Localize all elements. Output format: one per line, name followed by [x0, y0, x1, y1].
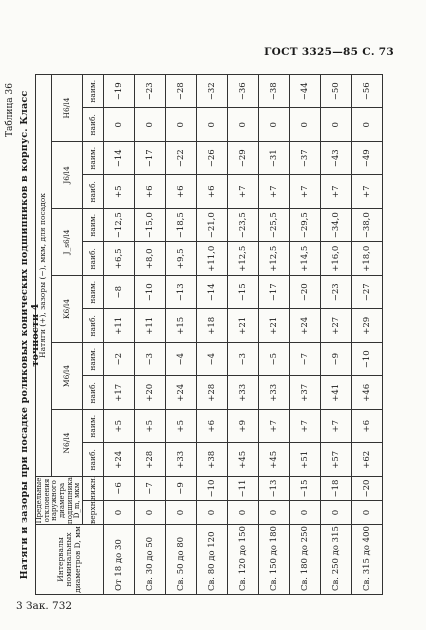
header-naib: наиб.	[83, 309, 104, 343]
cell-upper-deviation: 0	[104, 501, 135, 525]
table-cell: 0	[290, 108, 321, 142]
cell-lower-deviation: −13	[259, 477, 290, 501]
table-cell: +18,0	[352, 242, 383, 276]
header-group: Натяги (+), зазоры (−), мкм, для посадок	[36, 74, 52, 476]
table-cell: +24	[104, 443, 135, 477]
table-cell: +14,5	[290, 242, 321, 276]
header-interval: Интервалы номинальных диаметров D, мм	[36, 525, 104, 595]
table-row	[259, 74, 290, 594]
table-cell: +45	[228, 443, 259, 477]
header-verkh: верхн.	[83, 501, 104, 525]
table-cell: −23	[135, 74, 166, 108]
table-cell: +11	[104, 309, 135, 343]
table-cell: −18,5	[166, 209, 197, 243]
table-cell: −21,0	[197, 209, 228, 243]
table-cell: 0	[352, 108, 383, 142]
table-cell: −4	[197, 343, 228, 377]
table-cell: +18	[197, 309, 228, 343]
table-cell: −49	[352, 142, 383, 176]
table-row	[352, 74, 383, 594]
table-cell: +5	[104, 175, 135, 209]
table-cell: −26	[197, 142, 228, 176]
table-cell: +12,5	[259, 242, 290, 276]
header-naim: наим.	[83, 209, 104, 243]
row-interval: Св. 30 до 50	[135, 525, 166, 595]
table-cell: −9	[321, 343, 352, 377]
table-cell: +7	[228, 175, 259, 209]
table-cell: +9,5	[166, 242, 197, 276]
cell-lower-deviation: −15	[290, 477, 321, 501]
table-cell: −10	[352, 343, 383, 377]
table-cell: −20	[290, 276, 321, 310]
table-cell: 0	[321, 108, 352, 142]
header-naib: наиб.	[83, 242, 104, 276]
cell-upper-deviation: 0	[290, 501, 321, 525]
table-cell: +57	[321, 443, 352, 477]
table-cell: +38	[197, 443, 228, 477]
header-fit: K6/l4	[52, 276, 83, 343]
table-row	[135, 74, 166, 594]
cell-upper-deviation: 0	[166, 501, 197, 525]
table-cell: +37	[290, 376, 321, 410]
table-cell: +27	[321, 309, 352, 343]
table-cell: 0	[228, 108, 259, 142]
table-cell: +24	[166, 376, 197, 410]
header-naim: наим.	[83, 410, 104, 444]
table-cell: −17	[135, 142, 166, 176]
header-nizh: нижн.	[83, 477, 104, 501]
table-cell: +7	[259, 410, 290, 444]
table-row	[166, 74, 197, 594]
table-cell: +9	[228, 410, 259, 444]
header-naim: наим.	[83, 276, 104, 310]
header-naim: наим.	[83, 142, 104, 176]
table-cell: −37	[290, 142, 321, 176]
cell-upper-deviation: 0	[321, 501, 352, 525]
table-cell: −29	[228, 142, 259, 176]
table-cell: +21	[259, 309, 290, 343]
table-cell: 0	[166, 108, 197, 142]
table-cell: +28	[135, 443, 166, 477]
table-cell: −38,0	[352, 209, 383, 243]
table-row	[321, 74, 352, 594]
table-cell: +21	[228, 309, 259, 343]
table-caption: Таблица 36	[5, 83, 15, 137]
table-row	[228, 74, 259, 594]
table-cell: 0	[135, 108, 166, 142]
table-cell: +6	[352, 410, 383, 444]
table-cell: −23	[321, 276, 352, 310]
cell-lower-deviation: −20	[352, 477, 383, 501]
cell-upper-deviation: 0	[228, 501, 259, 525]
table-cell: −4	[166, 343, 197, 377]
table-cell: +7	[290, 410, 321, 444]
table-cell: +6	[197, 410, 228, 444]
header-fit: J_s6/l4	[52, 209, 83, 276]
header-naib: наиб.	[83, 443, 104, 477]
table-cell: −3	[135, 343, 166, 377]
table-cell: −5	[259, 343, 290, 377]
cell-upper-deviation: 0	[135, 501, 166, 525]
table-cell: −15	[228, 276, 259, 310]
table-cell: −17	[259, 276, 290, 310]
table-cell: +62	[352, 443, 383, 477]
table-cell: 0	[104, 108, 135, 142]
header-fit: H6/l4	[52, 74, 83, 141]
table-cell: +17	[104, 376, 135, 410]
table-cell: +7	[290, 175, 321, 209]
table-cell: +7	[321, 410, 352, 444]
page-header: ГОСТ 3325—85 С. 73	[264, 46, 394, 58]
table-cell: −15,0	[135, 209, 166, 243]
table-cell: +11,0	[197, 242, 228, 276]
table-cell: +29	[352, 309, 383, 343]
table-cell: +41	[321, 376, 352, 410]
cell-upper-deviation: 0	[197, 501, 228, 525]
row-interval: Св. 150 до 180	[259, 525, 290, 595]
table-cell: −23,5	[228, 209, 259, 243]
table-cell: −13	[166, 276, 197, 310]
table-cell: +24	[290, 309, 321, 343]
table-cell: +28	[197, 376, 228, 410]
table-title: Натяги и зазоры при посадке роликовых конических подшипников в корпус. Класс точности 4	[19, 90, 41, 580]
table-cell: +5	[166, 410, 197, 444]
cell-lower-deviation: −18	[321, 477, 352, 501]
table-cell: −3	[228, 343, 259, 377]
table-cell: +33	[166, 443, 197, 477]
row-interval: Св. 120 до 150	[228, 525, 259, 595]
header-fit: J6/l4	[52, 142, 83, 209]
table-cell: −25,5	[259, 209, 290, 243]
table-cell: +45	[259, 443, 290, 477]
cell-upper-deviation: 0	[259, 501, 290, 525]
table-cell: +51	[290, 443, 321, 477]
fits-table	[35, 74, 383, 595]
cell-lower-deviation: −6	[104, 477, 135, 501]
row-interval: Св. 180 до 250	[290, 525, 321, 595]
table-cell: −10	[135, 276, 166, 310]
table-cell: −32	[197, 74, 228, 108]
header-fit: N6/l4	[52, 410, 83, 477]
table-row	[104, 74, 135, 594]
table-cell: +6	[166, 175, 197, 209]
table-cell: +6,5	[104, 242, 135, 276]
row-interval: Св. 50 до 80	[166, 525, 197, 595]
header-naim: наим.	[83, 343, 104, 377]
table-cell: −29,5	[290, 209, 321, 243]
table-cell: −7	[290, 343, 321, 377]
table-cell: −22	[166, 142, 197, 176]
row-interval: От 18 до 30	[104, 525, 135, 595]
table-cell: −14	[104, 142, 135, 176]
row-interval: Св. 250 до 315	[321, 525, 352, 595]
table-cell: −38	[259, 74, 290, 108]
table-cell: −56	[352, 74, 383, 108]
header-naim: наим.	[83, 74, 104, 108]
header-naib: наиб.	[83, 175, 104, 209]
cell-upper-deviation: 0	[352, 501, 383, 525]
table-cell: −19	[104, 74, 135, 108]
table-cell: +46	[352, 376, 383, 410]
page-footer: 3 Зак. 732	[16, 600, 73, 612]
table-cell: +15	[166, 309, 197, 343]
rotated-table-block	[5, 75, 385, 595]
table-cell: +20	[135, 376, 166, 410]
cell-lower-deviation: −7	[135, 477, 166, 501]
header-naib: наиб.	[83, 376, 104, 410]
table-cell: 0	[259, 108, 290, 142]
header-naib: наиб.	[83, 108, 104, 142]
cell-lower-deviation: −11	[228, 477, 259, 501]
table-cell: −44	[290, 74, 321, 108]
row-interval: Св. 315 до 400	[352, 525, 383, 595]
table-cell: −27	[352, 276, 383, 310]
table-cell: −8	[104, 276, 135, 310]
table-cell: −28	[166, 74, 197, 108]
table-cell: +6	[135, 175, 166, 209]
header-deviation: Предельные отклонения наружного диаметра подшипника D_m, мкм	[35, 477, 82, 524]
table-cell: −43	[321, 142, 352, 176]
table-cell: +5	[135, 410, 166, 444]
table-cell: −2	[104, 343, 135, 377]
table-cell: +6	[197, 175, 228, 209]
table-cell: +7	[321, 175, 352, 209]
table-row	[197, 74, 228, 594]
table-cell: +5	[104, 410, 135, 444]
table-cell: −31	[259, 142, 290, 176]
table-cell: +33	[259, 376, 290, 410]
header-fit: M6/l4	[52, 343, 83, 410]
table-cell: +11	[135, 309, 166, 343]
table-cell: +12,5	[228, 242, 259, 276]
cell-lower-deviation: −9	[166, 477, 197, 501]
cell-lower-deviation: −10	[197, 477, 228, 501]
table-cell: 0	[197, 108, 228, 142]
table-cell: +33	[228, 376, 259, 410]
table-cell: −36	[228, 74, 259, 108]
table-cell: −12,5	[104, 209, 135, 243]
table-row	[290, 74, 321, 594]
table-cell: −14	[197, 276, 228, 310]
table-cell: +8,0	[135, 242, 166, 276]
table-cell: +7	[352, 175, 383, 209]
table-cell: +16,0	[321, 242, 352, 276]
table-cell: −50	[321, 74, 352, 108]
table-cell: +7	[259, 175, 290, 209]
table-cell: −34,0	[321, 209, 352, 243]
row-interval: Св. 80 до 120	[197, 525, 228, 595]
